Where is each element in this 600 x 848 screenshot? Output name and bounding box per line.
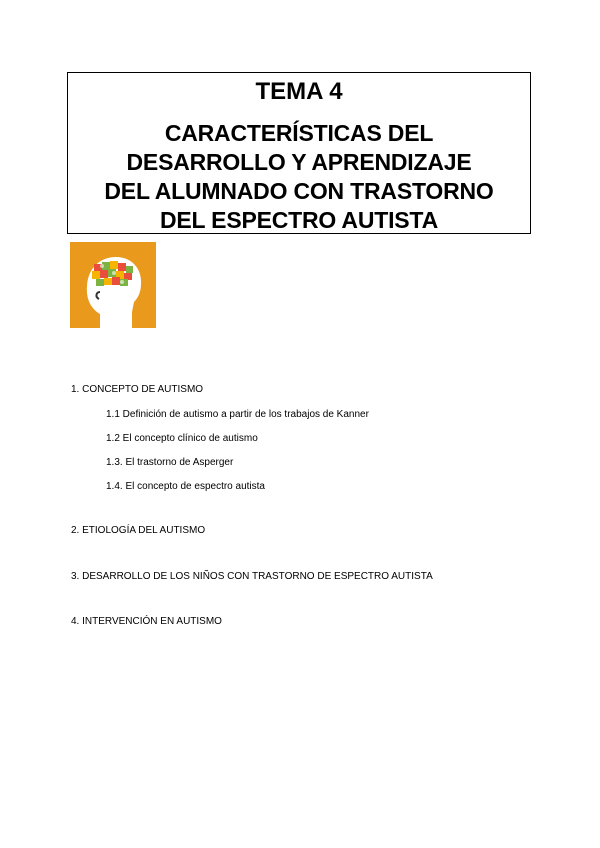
title-line: CARACTERÍSTICAS DEL — [164, 120, 434, 146]
tema-heading: TEMA 4 — [255, 78, 343, 105]
title-line: DEL ESPECTRO AUTISTA — [160, 207, 438, 233]
title-line: DESARROLLO Y APRENDIZAJE — [126, 149, 472, 175]
title-line: DEL ALUMNADO CON TRASTORNO — [104, 178, 494, 204]
toc-section-3: 3. DESARROLLO DE LOS NIÑOS CON TRASTORNO DE ESPECTRO AUTISTA — [71, 571, 433, 582]
toc-subsection: 1.3. El trastorno de Asperger — [106, 457, 234, 468]
toc-subsection: 1.1 Definición de autismo a partir de los trabajos de Kanner — [106, 409, 369, 420]
toc-section-2: 2. ETIOLOGÍA DEL AUTISMO — [71, 525, 206, 536]
toc-subsection: 1.2 El concepto clínico de autismo — [106, 433, 258, 444]
toc-section-1: 1. CONCEPTO DE AUTISMO — [71, 384, 204, 395]
title-box — [67, 72, 531, 234]
autism-puzzle-head-icon — [70, 242, 156, 328]
toc-section-4: 4. INTERVENCIÓN EN AUTISMO — [71, 616, 222, 627]
document-title — [68, 119, 530, 235]
toc-subsection: 1.4. El concepto de espectro autista — [106, 481, 265, 492]
